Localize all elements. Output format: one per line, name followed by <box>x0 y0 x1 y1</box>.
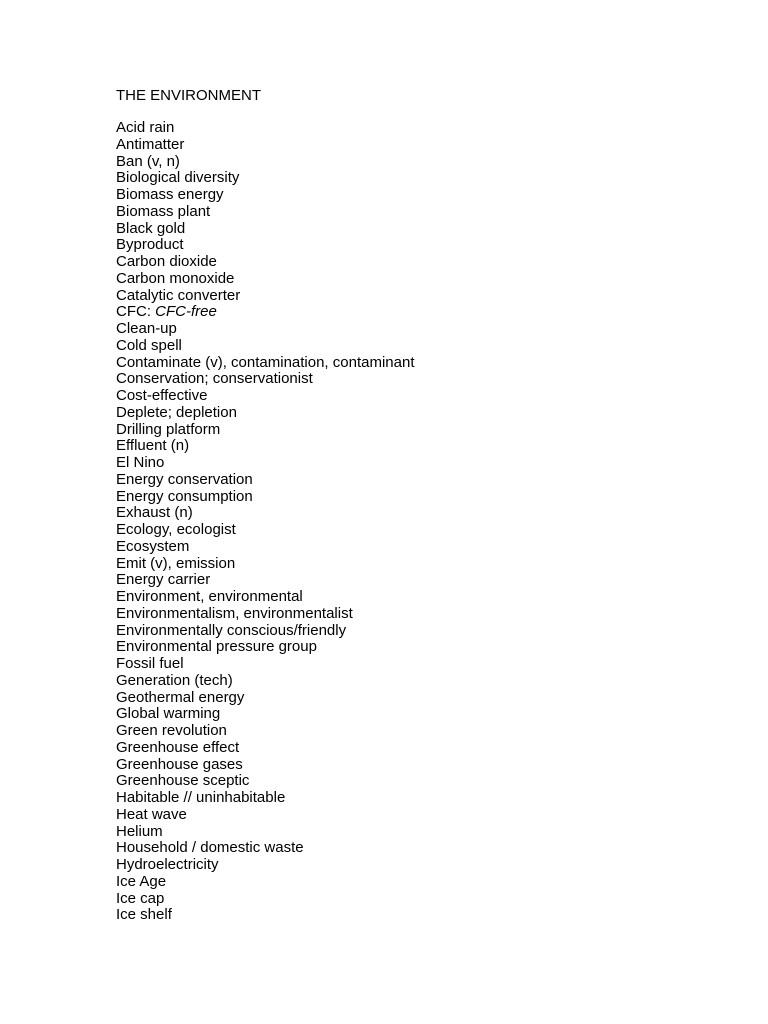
term-text: Ice shelf <box>116 906 172 924</box>
term-text: Byproduct <box>116 236 184 254</box>
term-item <box>116 891 736 908</box>
term-text: El Nino <box>116 454 165 471</box>
term-text: Acid rain <box>116 119 175 136</box>
term-text: Energy conservation <box>116 470 253 488</box>
term-text: CFC: <box>116 303 156 321</box>
term-text: Greenhouse gases <box>116 755 243 773</box>
term-text: Geothermal energy <box>116 688 245 706</box>
term-text: Black gold <box>116 219 186 237</box>
term-item <box>116 673 736 690</box>
term-item <box>116 505 736 522</box>
term-item <box>116 857 736 874</box>
term-text: Biomass energy <box>116 186 224 203</box>
term-item <box>116 522 736 539</box>
term-text: Exhaust (n) <box>116 504 193 522</box>
term-text: Cost-effective <box>116 387 208 404</box>
term-text: Habitable // uninhabitable <box>116 789 286 806</box>
term-text: Ecology, ecologist <box>116 521 236 538</box>
term-item <box>116 338 736 355</box>
term-item <box>116 120 736 137</box>
term-text: Environmentalism, environmentalist <box>116 604 353 622</box>
term-text: Fossil fuel <box>116 655 184 672</box>
term-item <box>116 271 736 288</box>
term-text: Carbon monoxide <box>116 269 235 287</box>
term-item <box>116 757 736 774</box>
term-text: Emit (v), emission <box>116 554 236 572</box>
term-item <box>116 455 736 472</box>
term-item <box>116 539 736 556</box>
term-item <box>116 204 736 221</box>
term-item <box>116 773 736 790</box>
term-text: Effluent (n) <box>116 437 190 455</box>
term-text: Environmentally conscious/friendly <box>116 621 347 639</box>
term-text: Deplete; depletion <box>116 403 237 421</box>
term-item <box>116 388 736 405</box>
term-text: Energy consumption <box>116 487 253 505</box>
term-item <box>116 740 736 757</box>
term-item <box>116 907 736 924</box>
term-text: Biological diversity <box>116 169 240 187</box>
term-item <box>116 254 736 271</box>
term-item <box>116 438 736 455</box>
term-text: Greenhouse effect <box>116 738 240 756</box>
term-text: Carbon dioxide <box>116 253 217 270</box>
term-item <box>116 556 736 573</box>
term-text: Helium <box>116 822 163 840</box>
term-item <box>116 355 736 372</box>
term-text: Ecosystem <box>116 537 190 555</box>
term-text: Environment, environmental <box>116 588 303 605</box>
term-item <box>116 723 736 740</box>
term-text: Energy carrier <box>116 571 211 589</box>
term-item <box>116 790 736 807</box>
term-item <box>116 623 736 640</box>
term-item <box>116 137 736 154</box>
term-item <box>116 288 736 305</box>
term-item <box>116 304 736 321</box>
term-text: Global warming <box>116 705 221 723</box>
term-item <box>116 807 736 824</box>
document-title: THE ENVIRONMENT <box>116 87 262 104</box>
term-text: Catalytic converter <box>116 286 241 304</box>
term-item <box>116 187 736 204</box>
term-item <box>116 874 736 891</box>
term-text: Hydroelectricity <box>116 856 219 873</box>
term-text: Heat wave <box>116 805 187 823</box>
term-item <box>116 221 736 238</box>
term-text: Contaminate (v), contamination, contaminant <box>116 353 415 371</box>
term-text: Antimatter <box>116 135 185 153</box>
term-text: Clean-up <box>116 320 177 337</box>
term-item <box>116 472 736 489</box>
term-item <box>116 706 736 723</box>
term-text: Cold spell <box>116 336 182 354</box>
term-item <box>116 237 736 254</box>
term-text: Ice Age <box>116 872 167 890</box>
term-item <box>116 639 736 656</box>
term-item <box>116 572 736 589</box>
term-item <box>116 489 736 506</box>
term-list <box>116 120 736 924</box>
term-text: Environmental pressure group <box>116 638 317 656</box>
term-item <box>116 840 736 857</box>
term-item <box>116 405 736 422</box>
term-text: Generation (tech) <box>116 671 233 689</box>
term-text: Conservation; conservationist <box>116 370 313 388</box>
term-item <box>116 606 736 623</box>
term-text: Green revolution <box>116 722 227 739</box>
term-item <box>116 656 736 673</box>
term-item <box>116 589 736 606</box>
term-text: Greenhouse sceptic <box>116 772 250 790</box>
term-item <box>116 824 736 841</box>
term-text: Household / domestic waste <box>116 839 304 857</box>
document-page <box>116 87 736 924</box>
term-text: Ice cap <box>116 889 165 907</box>
term-item <box>116 170 736 187</box>
term-text: Drilling platform <box>116 420 221 438</box>
term-item <box>116 690 736 707</box>
term-item <box>116 154 736 171</box>
term-text: Biomass plant <box>116 202 211 220</box>
term-item <box>116 422 736 439</box>
term-item <box>116 321 736 338</box>
term-text: Ban (v, n) <box>116 152 180 170</box>
term-italic-text: CFC-free <box>155 303 217 321</box>
term-item <box>116 371 736 388</box>
